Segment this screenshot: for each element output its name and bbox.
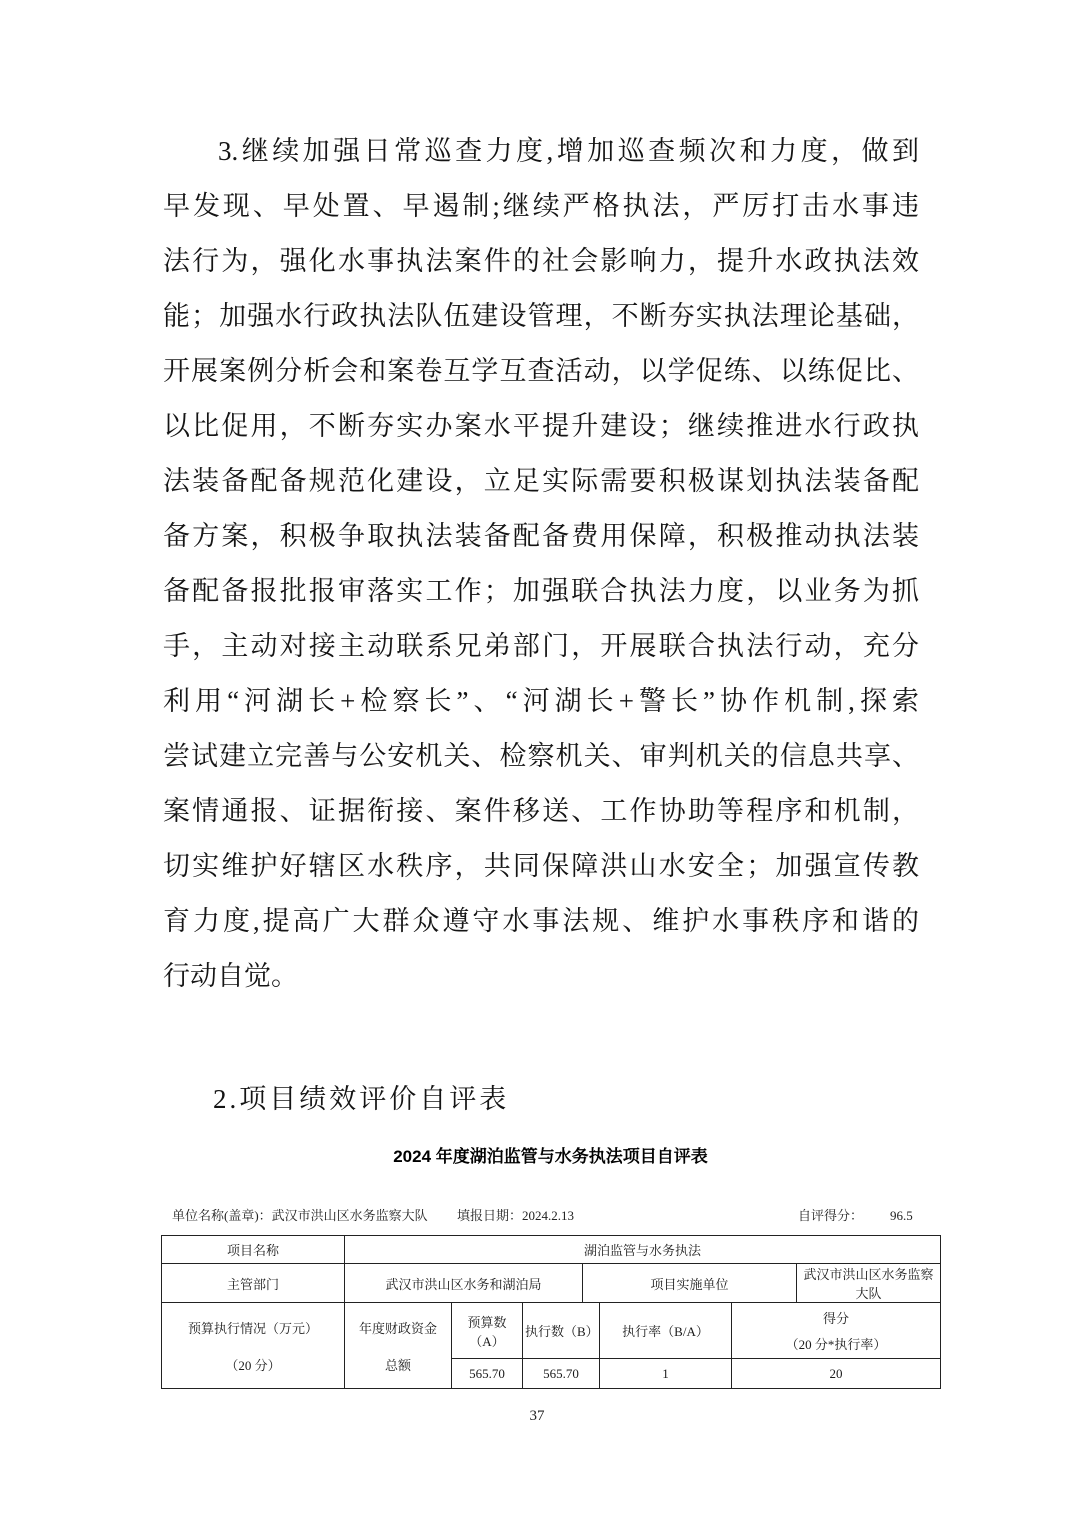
self-score-value: 96.5 (890, 1208, 913, 1223)
self-score-label: 自评得分： (798, 1208, 864, 1223)
project-name-label: 项目名称 (162, 1236, 345, 1264)
paragraph-line: 法装备配备规范化建设，立足实际需要积极谋划执法装备配 (163, 466, 919, 496)
table-title: 2024 年度湖泊监管与水务执法项目自评表 (393, 1147, 708, 1166)
paragraph-line: 案情通报、证据衔接、案件移送、工作协助等程序和机制， (163, 796, 919, 826)
score-col-header-line2: （20 分*执行率） (785, 1337, 887, 1352)
page-number: 37 (529, 1408, 545, 1424)
budget-value: 565.70 (452, 1359, 523, 1389)
rate-value: 1 (600, 1359, 732, 1389)
paragraph-line: 以比促用，不断夯实办案水平提升建设；继续推进水行政执 (163, 411, 919, 441)
dept-value: 武汉市洪山区水务和湖泊局 (345, 1264, 583, 1303)
unit-name-label: 单位名称(盖章)：武汉市洪山区水务监察大队 (172, 1208, 428, 1223)
paragraph-line: 切实维护好辖区水秩序，共同保障洪山水安全；加强宣传教 (163, 851, 919, 881)
section-heading: 2.项目绩效评价自评表 (213, 1084, 510, 1114)
report-date-label: 填报日期：2024.2.13 (457, 1208, 575, 1223)
budget-col-header: 预算数（A） (452, 1303, 523, 1359)
score-value: 20 (732, 1359, 941, 1389)
budget-exec-label (162, 1303, 345, 1389)
annual-fund-label-line2: 总额 (384, 1357, 411, 1373)
dept-label: 主管部门 (162, 1264, 345, 1303)
paragraph-line: 行动自觉。 (163, 961, 298, 991)
exec-value: 565.70 (523, 1359, 600, 1389)
paragraph-line: 尝试建立完善与公安机关、检察机关、审判机关的信息共享、 (163, 741, 919, 771)
paragraph-line: 手，主动对接主动联系兄弟部门，开展联合执法行动，充分 (163, 631, 919, 661)
paragraph-line: 备配备报批报审落实工作；加强联合执法力度，以业务为抓 (163, 576, 919, 606)
info-row (172, 1206, 940, 1226)
paragraph-line: 备方案，积极争取执法装备配备费用保障，积极推动执法装 (163, 521, 919, 551)
impl-unit-label: 项目实施单位 (583, 1264, 797, 1303)
body-paragraph (163, 124, 919, 1004)
exec-col-header: 执行数（B） (523, 1303, 600, 1359)
score-col-header-line1: 得分 (823, 1311, 850, 1326)
annual-fund-label (345, 1303, 452, 1389)
budget-exec-label-line1: 预算执行情况（万元） (187, 1320, 318, 1336)
paragraph-line: 3.继续加强日常巡查力度,增加巡查频次和力度，做到 (218, 136, 919, 166)
paragraph-line: 开展案例分析会和案卷互学互查活动，以学促练、以练促比、 (163, 356, 919, 386)
rate-col-header: 执行率（B/A） (600, 1303, 732, 1359)
impl-unit-value: 武汉市洪山区水务监察大队 (797, 1264, 941, 1303)
paragraph-line: 能；加强水行政执法队伍建设管理，不断夯实执法理论基础， (163, 301, 919, 331)
budget-exec-label-line2: （20 分） (225, 1357, 281, 1373)
paragraph-line: 利用“河湖长+检察长”、“河湖长+警长”协作机制,探索 (163, 686, 919, 716)
paragraph-line: 育力度,提高广大群众遵守水事法规、维护水事秩序和谐的 (163, 906, 919, 936)
self-eval-table (161, 1235, 941, 1389)
annual-fund-label-line1: 年度财政资金 (358, 1320, 437, 1336)
paragraph-line: 早发现、早处置、早遏制;继续严格执法，严厉打击水事违 (163, 191, 919, 221)
project-name-value: 湖泊监管与水务执法 (345, 1236, 941, 1264)
score-col-header (732, 1303, 941, 1359)
paragraph-line: 法行为，强化水事执法案件的社会影响力，提升水政执法效 (163, 246, 919, 276)
